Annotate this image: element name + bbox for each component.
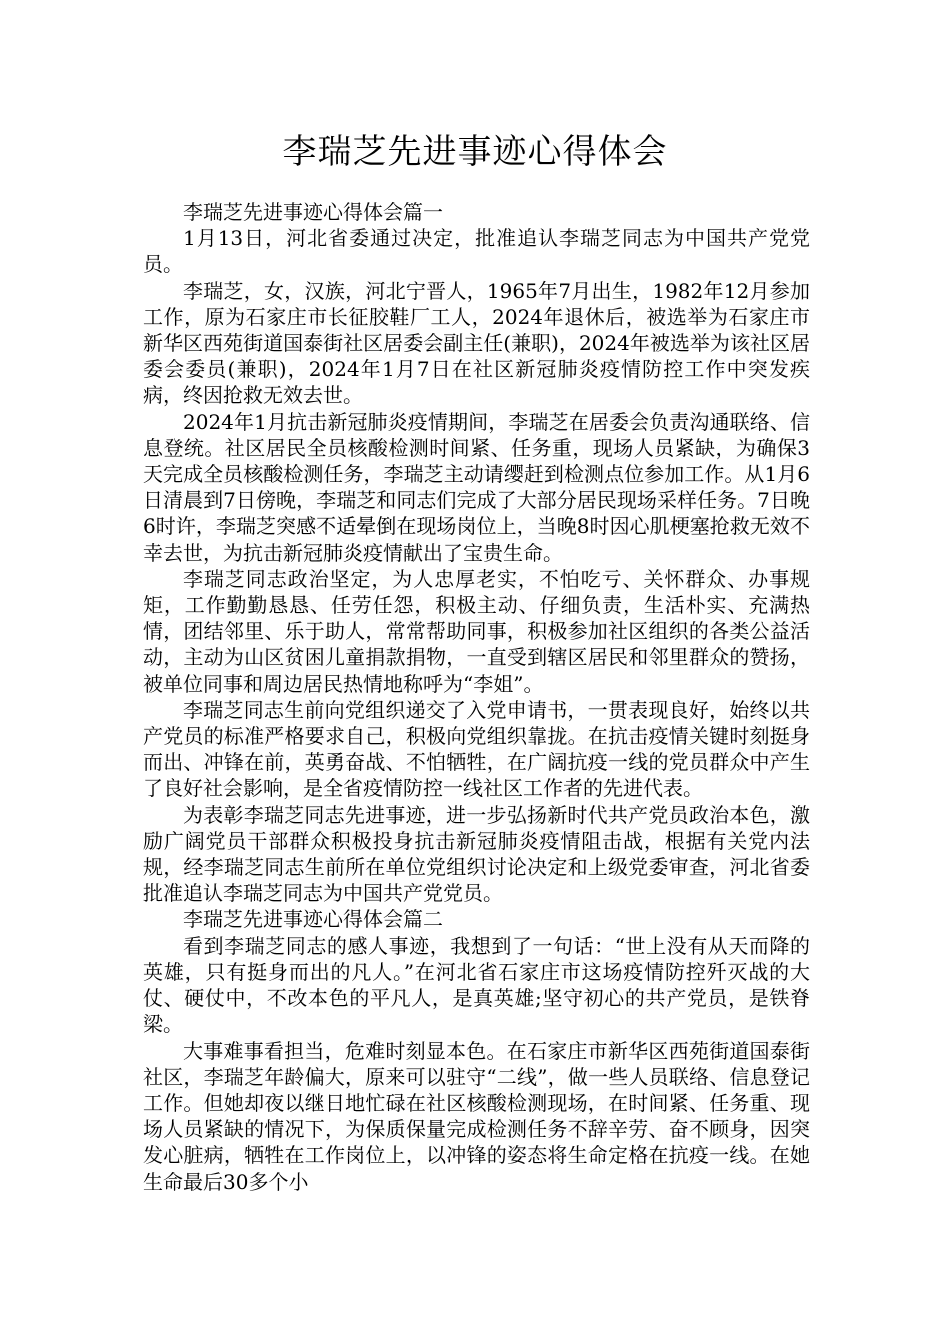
- body-paragraph: 李瑞芝，女，汉族，河北宁晋人，1965年7月出生，1982年12月参加工作，原为石家庄市长征胶鞋厂工人，2024年退休后，被选举为石家庄市新华区西苑街道国泰街社区居委会副主任(兼职)，2024年被选举为该社区居委会委员(兼职)，2024年1月7日在社区新冠肺炎疫情防控工作中突发疾病，终因抢救无效去世。: [143, 278, 810, 408]
- body-paragraph: 李瑞芝同志生前向党组织递交了入党申请书，一贯表现良好，始终以共产党员的标准严格要求自己，积极向党组织靠拢。在抗击疫情关键时刻挺身而出、冲锋在前，英勇奋战、不怕牺牲，在广阔抗疫一线的党员群众中产生了良好社会影响，是全省疫情防控一线社区工作者的先进代表。: [143, 697, 810, 801]
- body-paragraph: 为表彰李瑞芝同志先进事迹，进一步弘扬新时代共产党员政治本色，激励广阔党员干部群众积极投身抗击新冠肺炎疫情阻击战，根据有关党内法规，经李瑞芝同志生前所在单位党组织讨论决定和上级党委审查，河北省委批准追认李瑞芝同志为中国共产党党员。: [143, 802, 810, 906]
- body-paragraph: 看到李瑞芝同志的感人事迹，我想到了一句话：“世上没有从天而降的英雄，只有挺身而出的凡人。”在河北省石家庄市这场疫情防控歼灭战的大仗、硬仗中，不改本色的平凡人，是真英雄;坚守初心的共产党员，是铁脊梁。: [143, 933, 810, 1037]
- body-paragraph: 大事难事看担当，危难时刻显本色。在石家庄市新华区西苑街道国泰街社区，李瑞芝年龄偏大，原来可以驻守“二线”，做一些人员联络、信息登记工作。但她却夜以继日地忙碌在社区核酸检测现场，在时间紧、任务重、现场人员紧缺的情况下，为保质保量完成检测任务不辞辛劳、奋不顾身，因突发心脏病，牺牲在工作岗位上，以冲锋的姿态将生命定格在抗疫一线。在她生命最后30多个小: [143, 1038, 810, 1194]
- section-heading-part-two: 李瑞芝先进事迹心得体会篇二: [183, 907, 443, 932]
- body-paragraph: 李瑞芝同志政治坚定，为人忠厚老实，不怕吃亏、关怀群众、办事规矩，工作勤勤恳恳、任劳任怨，积极主动、仔细负责，生活朴实、充满热情，团结邻里、乐于助人，常常帮助同事，积极参加社区组织的各类公益活动，主动为山区贫困儿童捐款捐物，一直受到辖区居民和邻里群众的赞扬，被单位同事和周边居民热情地称呼为“李姐”。: [143, 566, 810, 696]
- body-paragraph: 1月13日，河北省委通过决定，批准追认李瑞芝同志为中国共产党党员。: [143, 226, 810, 277]
- section-heading-part-one: 李瑞芝先进事迹心得体会篇一: [183, 200, 443, 224]
- document-title: 李瑞芝先进事迹心得体会: [282, 132, 668, 172]
- document-body: [143, 199, 810, 1195]
- body-paragraph: 2024年1月抗击新冠肺炎疫情期间，李瑞芝在居委会负责沟通联络、信息登统。社区居民全员核酸检测时间紧、任务重，现场人员紧缺，为确保3天完成全员核酸检测任务，李瑞芝主动请缨赶到检测点位参加工作。从1月6日清晨到7日傍晚，李瑞芝和同志们完成了大部分居民现场采样任务。7日晚6时许，李瑞芝突感不适晕倒在现场岗位上，当晚8时因心肌梗塞抢救无效不幸去世，为抗击新冠肺炎疫情献出了宝贵生命。: [143, 409, 810, 565]
